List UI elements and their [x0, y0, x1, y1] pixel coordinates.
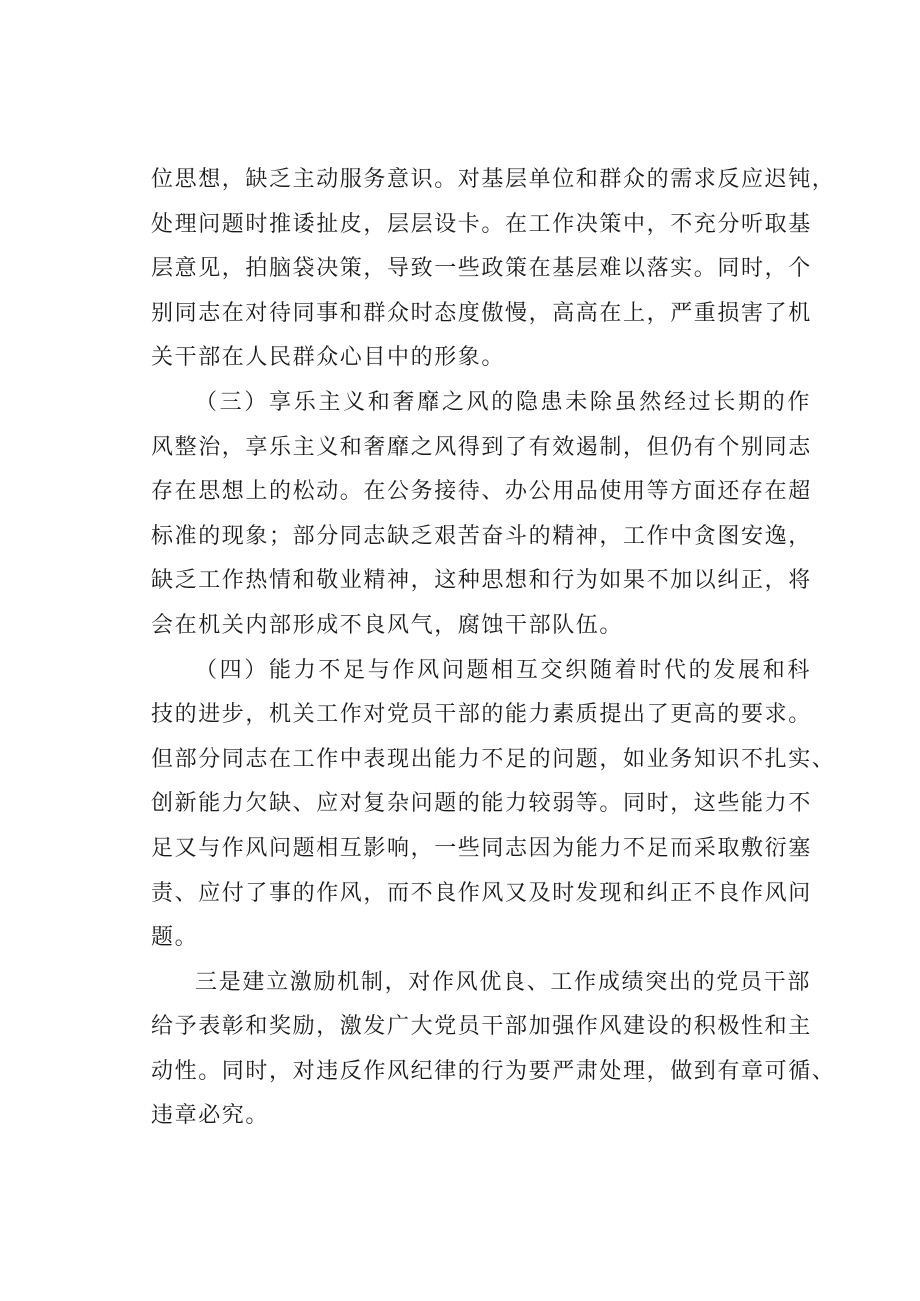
- text-line: 三是建立激励机制，对作风优良、工作成绩突出的党员干部: [195, 969, 811, 995]
- text-line: 足又与作风问题相互影响，一些同志因为能力不足而采取敷衍塞: [151, 835, 812, 861]
- text-line: 给予表彰和奖励，激发广大党员干部加强作风建设的积极性和主: [151, 1014, 812, 1040]
- text-line: 技的进步，机关工作对党员干部的能力素质提出了更高的要求。: [151, 702, 812, 728]
- text-line: 风整治，享乐主义和奢靡之风得到了有效遏制，但仍有个别同志: [151, 434, 812, 460]
- text-line: 存在思想上的松动。在公务接待、办公用品使用等方面还存在超: [151, 479, 812, 505]
- text-line: 创新能力欠缺、应对复杂问题的能力较弱等。同时，这些能力不: [151, 791, 812, 817]
- paragraph-incentive: [151, 961, 836, 1139]
- text-line: 题。: [151, 925, 199, 951]
- text-line: 关干部在人民群众心目中的形象。: [151, 345, 506, 371]
- paragraph-section-four: [151, 649, 836, 961]
- text-line: 但部分同志在工作中表现出能力不足的问题，如业务知识不扎实、: [151, 746, 836, 772]
- text-line: 会在机关内部形成不良风气，腐蚀干部队伍。: [151, 612, 624, 638]
- document-body: [151, 158, 836, 1139]
- text-line: 责、应付了事的作风，而不良作风又及时发现和纠正不良作风问: [151, 880, 812, 906]
- text-line: 层意见，拍脑袋决策，导致一些政策在基层难以落实。同时，个: [151, 256, 812, 282]
- text-line: 处理问题时推诿扯皮，层层设卡。在工作决策中，不充分听取基: [151, 211, 812, 237]
- paragraph-attitude: [151, 158, 836, 381]
- section-heading-line: （三）享乐主义和奢靡之风的隐患未除虽然经过长期的作: [195, 389, 811, 415]
- paragraph-section-three: [151, 381, 811, 649]
- section-heading-line: （四）能力不足与作风问题相互交织随着时代的发展和科: [195, 657, 811, 683]
- text-line: 位思想，缺乏主动服务意识。对基层单位和群众的需求反应迟钝，: [151, 167, 836, 192]
- text-line: 别同志在对待同事和群众时态度傲慢，高高在上，严重损害了机: [151, 300, 812, 326]
- text-line: 违章必究。: [151, 1103, 270, 1129]
- text-line: 动性。同时，对违反作风纪律的行为要严肃处理，做到有章可循、: [151, 1058, 836, 1084]
- text-line: 标准的现象；部分同志缺乏艰苦奋斗的精神，工作中贪图安逸，: [151, 523, 812, 549]
- text-line: 缺乏工作热情和敬业精神，这种思想和行为如果不加以纠正，将: [151, 568, 812, 594]
